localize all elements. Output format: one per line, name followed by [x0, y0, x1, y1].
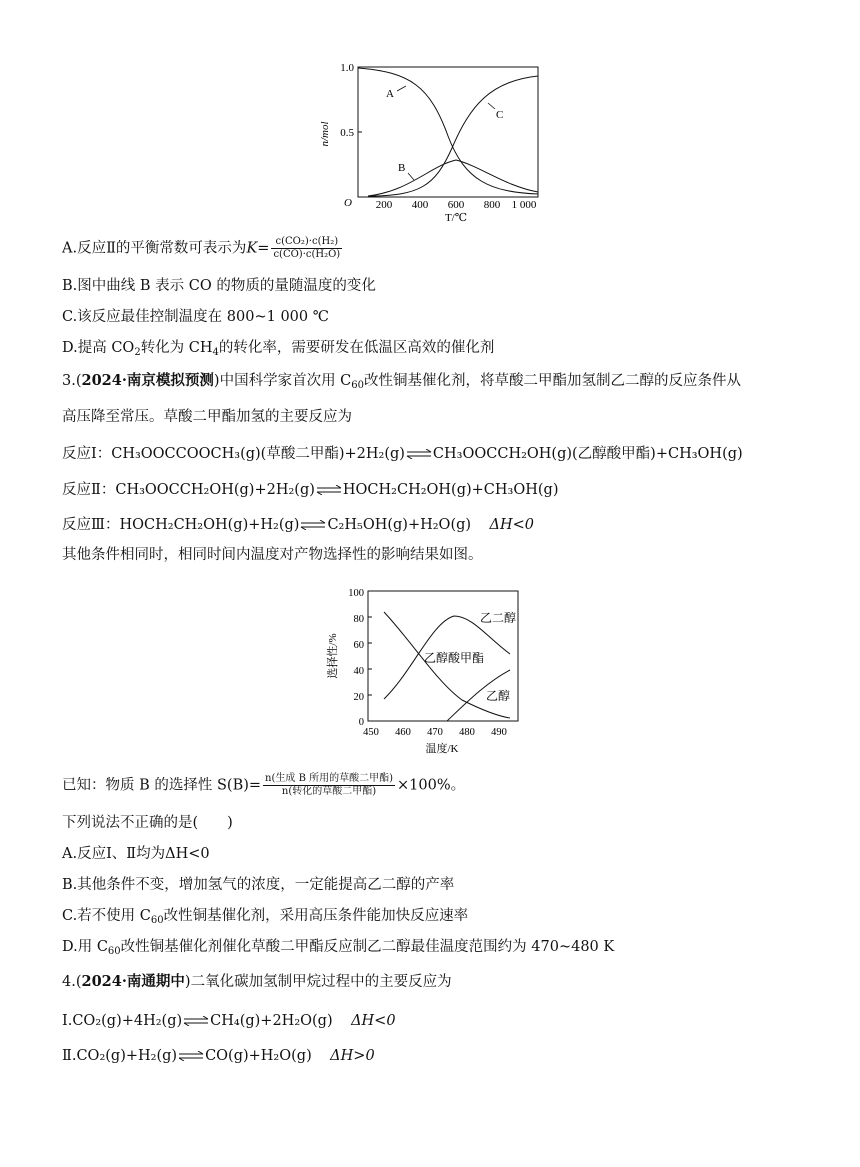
q3-reaction-2: 反应Ⅱ：CH₃OOCCH₂OH(g)+2H₂(g) HOCH₂CH₂OH(g)+CH₃OH(g)	[62, 482, 559, 498]
series-label-glycol: 乙二醇	[480, 611, 517, 625]
q3-stem-3: 其他条件相同时，相同时间内温度对产物选择性的影响结果如图。	[62, 547, 483, 563]
q2-option-d: D.提高 $CO_2$转化为 $CH_4$的转化率，需要研发在低温区高效的催化剂	[62, 340, 495, 358]
q3-stem: 3.(2024·南京模拟预测)中国科学家首次用 $C_{60}$改性铜基催化剂，将草酸二甲酯加氢制乙二醇的反应条件从	[62, 372, 742, 391]
q4-reaction-1: Ⅰ.CO₂(g)+4H₂(g) CH₄(g)+2H₂O(g) ΔH<0	[62, 1013, 396, 1029]
chart-n-vs-temperature	[310, 56, 550, 226]
ytick-label: 1.0	[340, 62, 354, 74]
x-axis-label: 温度/K	[425, 743, 459, 755]
q3-stem-2: 高压降至常压。草酸二甲酯加氢的主要反应为	[62, 409, 352, 425]
q3-reaction-1: 反应Ⅰ：CH₃OOCCOOCH₃(g)(草酸二甲酯)+2H₂(g) CH₃OOCCH₂OH(g)(乙醇酸甲酯)+CH₃OH(g)	[62, 446, 743, 462]
curve-label-c: C	[496, 109, 504, 121]
curve-b	[368, 160, 538, 196]
q3-option-d: D.用 $C_{60}$改性铜基催化剂催化草酸二甲酯反应制乙二醇最佳温度范围约为 470~480 K	[62, 939, 615, 957]
xtick-label: 200	[375, 199, 393, 211]
ytick-label: 0.5	[340, 127, 354, 139]
xtick-label: 600	[447, 199, 465, 211]
xtick-label: 470	[427, 727, 443, 738]
origin-label: O	[344, 197, 352, 209]
ytick-label: 100	[348, 588, 364, 599]
series-label-ethanol: 乙醇	[486, 689, 511, 703]
xtick-label: 800	[483, 199, 501, 211]
q3-option-c: C.若不使用 $C_{60}$改性铜基催化剂，采用高压条件能加快反应速率	[62, 908, 469, 926]
chart-selectivity-vs-temperature	[322, 582, 522, 760]
curve-a	[358, 68, 538, 194]
xtick-label: 450	[363, 727, 379, 738]
x-axis-label: T/℃	[444, 212, 468, 224]
curve-label-a: A	[386, 88, 394, 100]
xtick-label: 480	[459, 727, 475, 738]
y-axis-label: 选择性/%	[327, 633, 339, 679]
q2-option-c: C.该反应最佳控制温度在 800~1 000 ℃	[62, 309, 329, 325]
q3-source: 2024·南京模拟预测	[81, 372, 214, 389]
xtick-label: 490	[491, 727, 507, 738]
q3-known: 已知：物质 B 的选择性 S(B)= $\frac{\text{n(生成 B 所用的草酸二甲酯)}}{\text{n(转化的草酸二甲酯)}}$ ×100%。	[62, 773, 466, 797]
xtick-label: 460	[395, 727, 411, 738]
q3-option-b: B.其他条件不变，增加氢气的浓度，一定能提高乙二醇的产率	[62, 877, 455, 893]
q3-reaction-3: 反应Ⅲ：HOCH₂CH₂OH(g)+H₂(g) C₂H₅OH(g)+H₂O(g) ΔH<0	[62, 517, 534, 533]
q4-source: 2024·南通期中	[81, 973, 185, 990]
y-axis-label: n/mol	[319, 121, 331, 147]
ytick-label: 60	[353, 640, 364, 651]
series-label-methyl-glycolate: 乙醇酸甲酯	[424, 651, 485, 665]
q4-stem: 4.(2024·南通期中)二氧化碳加氢制甲烷过程中的主要反应为	[62, 973, 452, 990]
q4-reaction-2: Ⅱ.CO₂(g)+H₂(g) CO(g)+H₂O(g) ΔH>0	[62, 1048, 375, 1064]
q2-option-a: A.反应Ⅱ的平衡常数可表示为K= $\frac{\text{c(CO₂)·c(H₂)}}{\text{c(CO)·c(H₂O)}}$	[62, 236, 341, 260]
ytick-label: 40	[353, 666, 364, 677]
ytick-label: 80	[353, 614, 364, 625]
ytick-label: 0	[358, 717, 364, 728]
q2-option-b: B.图中曲线 B 表示 CO 的物质的量随温度的变化	[62, 278, 376, 294]
q3-ask: 下列说法不正确的是( )	[62, 815, 233, 831]
xtick-label: 400	[411, 199, 429, 211]
ytick-label: 20	[353, 692, 364, 703]
q3-option-a: A.反应Ⅰ、Ⅱ均为ΔH<0	[62, 846, 210, 862]
curve-label-b: B	[398, 162, 406, 174]
xtick-label: 1 000	[511, 199, 537, 211]
